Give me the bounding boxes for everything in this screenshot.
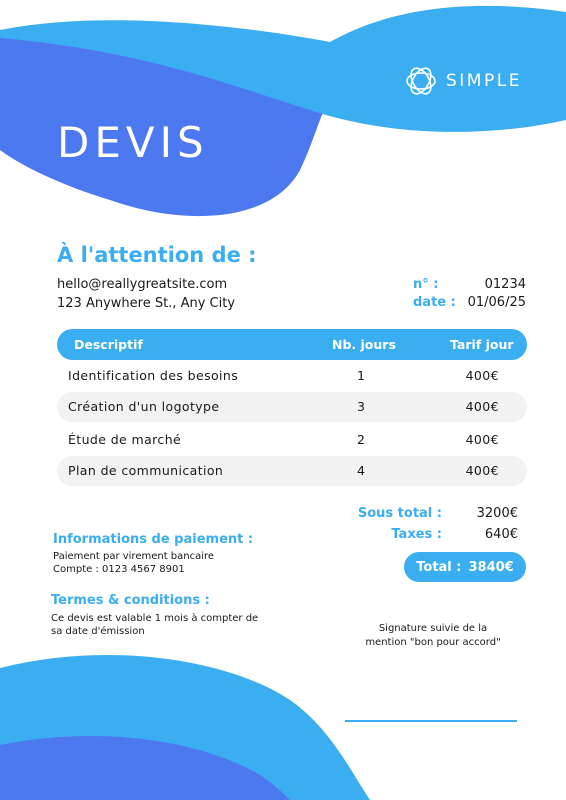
brand-logo [404, 64, 522, 98]
terms-heading: Termes & conditions : [51, 593, 210, 608]
column-header-description: Descriptif [74, 337, 143, 352]
row-description: Étude de marché [68, 432, 182, 447]
row-days: 2 [357, 432, 366, 447]
row-rate: 400€ [465, 463, 499, 478]
signature-line-2: mention "bon pour accord" [365, 637, 501, 648]
row-description: Création d'un logotype [68, 399, 220, 414]
row-rate: 400€ [465, 432, 499, 447]
column-header-days: Nb. jours [332, 337, 396, 352]
quote-date-value: 01/06/25 [467, 295, 526, 310]
payment-method: Paiement par virement bancaire [53, 551, 215, 562]
quote-number-label: n° : [413, 277, 439, 292]
table-row [57, 425, 527, 455]
row-days: 4 [357, 463, 366, 478]
total-badge [404, 552, 526, 582]
taxes-value: 640€ [484, 527, 518, 542]
terms-line-1: Ce devis est valable 1 mois à compter de [51, 613, 259, 624]
brand-name: SIMPLE [446, 71, 522, 91]
table-row [57, 361, 527, 391]
table-row [57, 456, 527, 486]
signature-note [340, 622, 526, 650]
row-description: Plan de communication [68, 463, 224, 478]
recipient-heading: À l'attention de : [57, 243, 257, 267]
flower-logo-icon [404, 64, 438, 98]
quote-date-label: date : [413, 295, 456, 310]
column-header-rate: Tarif jour [450, 337, 514, 352]
row-rate: 400€ [465, 368, 499, 383]
signature-line-1: Signature suivie de la [378, 623, 488, 634]
table-row [57, 392, 527, 422]
client-email: hello@reallygreatsite.com [57, 277, 228, 292]
payment-account: Compte : 0123 4567 8901 [53, 564, 185, 575]
subtotal-value: 3200€ [476, 506, 518, 521]
row-rate: 400€ [465, 399, 499, 414]
signature-line [345, 720, 517, 722]
row-description: Identification des besoins [68, 368, 239, 383]
document-title: DEVIS [57, 118, 209, 167]
total-value: 3840€ [468, 559, 514, 575]
row-days: 1 [357, 368, 366, 383]
quote-number-value: 01234 [484, 277, 526, 292]
row-days: 3 [357, 399, 366, 414]
table-header [57, 329, 527, 360]
total-label: Total : [416, 559, 462, 575]
taxes-label: Taxes : [391, 527, 442, 542]
payment-heading: Informations de paiement : [53, 532, 254, 547]
subtotal-label: Sous total : [357, 506, 442, 521]
client-address: 123 Anywhere St., Any City [57, 296, 236, 311]
terms-line-2: sa date d'émission [51, 626, 145, 637]
